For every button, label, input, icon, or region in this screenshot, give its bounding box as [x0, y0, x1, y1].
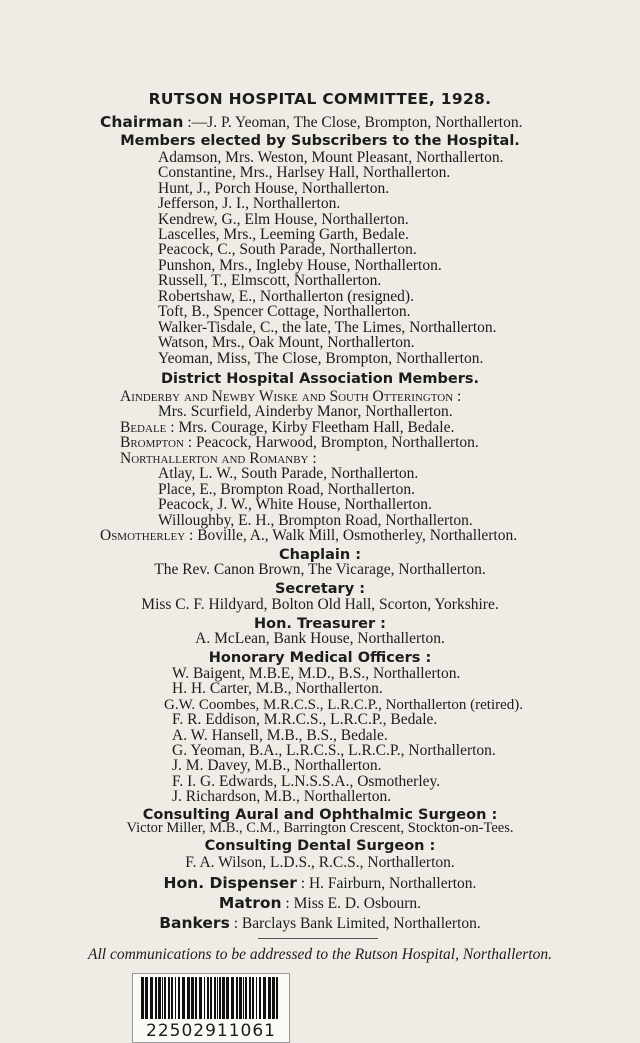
barcode-bar [245, 977, 247, 1019]
barcode-bar [231, 977, 234, 1019]
dispenser-text: : H. Fairburn, Northallerton. [300, 875, 477, 893]
district-bedale-label: Bedale : [120, 418, 175, 436]
district-northallerton-label: Northallerton and Romanby : [120, 449, 317, 467]
barcode-bar [182, 977, 185, 1019]
dental-heading: Consulting Dental Surgeon : [204, 838, 436, 855]
barcode-bar [272, 977, 275, 1019]
barcode-bar [243, 977, 244, 1019]
member-item: Watson, Mrs., Oak Mount, Northallerton. [158, 334, 415, 352]
barcode-bar [263, 977, 266, 1019]
member-item: Adamson, Mrs. Weston, Mount Pleasant, Northallerton. [158, 148, 504, 166]
barcode-bar [155, 977, 157, 1019]
barcode-bar [187, 977, 190, 1019]
chaplain-heading: Chaplain : [278, 546, 362, 563]
matron-text: : Miss E. D. Osbourn. [285, 895, 422, 913]
member-item: Kendrew, G., Elm House, Northallerton. [158, 210, 409, 228]
district-member: Peacock, J. W., White House, Northallerton. [158, 496, 432, 514]
barcode-bar [217, 977, 218, 1019]
member-item: Jefferson, J. I., Northallerton. [158, 195, 341, 213]
barcode-bar [252, 977, 254, 1019]
member-item: Robertshaw, E., Northallerton (resigned). [158, 287, 414, 305]
divider-rule [258, 938, 378, 939]
dispenser-label: Hon. Dispenser [163, 874, 297, 893]
chairman-text: :—J. P. Yeoman, The Close, Brompton, Northallerton. [187, 114, 523, 131]
bankers-label: Bankers [159, 914, 230, 933]
district-bedale-member: Mrs. Courage, Kirby Fleetham Hall, Bedale. [178, 418, 455, 436]
barcode-bar [207, 977, 209, 1019]
barcode-bar [191, 977, 194, 1019]
medical-officer: A. W. Hansell, M.B., B.S., Bedale. [172, 726, 388, 744]
dispenser-line [0, 874, 640, 893]
treasurer-heading: Hon. Treasurer : [254, 615, 386, 632]
barcode-bar [195, 977, 197, 1019]
dental-name: F. A. Wilson, L.D.S., R.C.S., Northallerton. [185, 854, 455, 872]
secretary-heading: Secretary : [274, 581, 366, 598]
barcode-bar [204, 977, 205, 1019]
bankers-text: : Barclays Bank Limited, Northallerton. [233, 915, 481, 933]
member-item: Hunt, J., Porch House, Northallerton. [158, 179, 390, 197]
barcode-bar [222, 977, 225, 1019]
barcode-bar [249, 977, 251, 1019]
medical-heading: Honorary Medical Officers : [208, 650, 432, 667]
barcode-bar [239, 977, 242, 1019]
barcode-icon [139, 977, 283, 1019]
barcode-bar [178, 977, 180, 1019]
medical-officer: G.W. Coombes, M.R.C.S., L.R.C.P., Northallerton (retired). [164, 696, 524, 713]
barcode-bar [259, 977, 261, 1019]
barcode-bar [236, 977, 238, 1019]
district-brompton-label: Brompton : [120, 434, 193, 452]
barcode-number: 22502911061 [146, 1021, 276, 1041]
member-item: Yeoman, Miss, The Close, Brompton, Northallerton. [158, 349, 484, 367]
chaplain-name: The Rev. Canon Brown, The Vicarage, Northallerton. [154, 561, 486, 579]
district-member: Willoughby, E. H., Brompton Road, Northallerton. [158, 511, 473, 529]
medical-officer: J. Richardson, M.B., Northallerton. [172, 788, 392, 806]
district-ainderby-member: Mrs. Scurfield, Ainderby Manor, Northallerton. [158, 403, 453, 421]
barcode-bar [276, 977, 278, 1019]
barcode-bar [256, 977, 257, 1019]
barcode-bar [268, 977, 271, 1019]
medical-officer: W. Baigent, M.B.E, M.D., B.S., Northallerton. [172, 664, 461, 682]
bankers-line [0, 914, 640, 933]
barcode-bar [162, 977, 163, 1019]
members-heading: Members elected by Subscribers to the Hospital. [120, 133, 520, 149]
footer-note: All communications to be addressed to the Rutson Hospital, Northallerton. [88, 946, 552, 964]
barcode-bar [141, 977, 144, 1019]
medical-officer: G. Yeoman, B.A., L.R.C.S., L.R.C.P., Northallerton. [172, 742, 496, 759]
aural-name: Victor Miller, M.B., C.M., Barrington Crescent, Stockton-on-Tees. [126, 820, 514, 837]
barcode-bar [226, 977, 229, 1019]
member-item: Peacock, C., South Parade, Northallerton. [158, 241, 417, 259]
barcode-bar [168, 977, 170, 1019]
matron-line [0, 894, 640, 913]
page-title: RUTSON HOSPITAL COMMITTEE, 1928. [148, 90, 492, 108]
district-osmotherley-line [100, 527, 517, 545]
barcode-bar [150, 977, 153, 1019]
secretary-name: Miss C. F. Hildyard, Bolton Old Hall, Scorton, Yorkshire. [141, 595, 499, 613]
barcode-bar [171, 977, 173, 1019]
medical-officer: F. I. G. Edwards, L.N.S.S.A., Osmotherley. [172, 772, 441, 790]
district-ainderby-label: Ainderby and Newby Wiske and South Otterington : [120, 387, 462, 405]
chairman-label: Chairman [100, 113, 184, 131]
member-item: Toft, B., Spencer Cottage, Northallerton. [158, 303, 411, 321]
district-osmotherley-member: Boville, A., Walk Mill, Osmotherley, Northallerton. [197, 527, 518, 544]
district-brompton-member: Peacock, Harwood, Brompton, Northallerton. [195, 434, 479, 452]
barcode-bar [164, 977, 166, 1019]
member-item: Lascelles, Mrs., Leeming Garth, Bedale. [158, 226, 409, 243]
barcode-bar [214, 977, 216, 1019]
district-member: Place, E., Brompton Road, Northallerton. [158, 480, 415, 498]
barcode-bar [210, 977, 212, 1019]
chairman-line [100, 113, 522, 132]
medical-officer: H. H. Carter, M.B., Northallerton. [172, 680, 383, 698]
barcode-bar [219, 977, 221, 1019]
medical-officer: J. M. Davey, M.B., Northallerton. [172, 757, 382, 775]
district-heading: District Hospital Association Members. [161, 371, 479, 388]
member-item: Punshon, Mrs., Ingleby House, Northallerton. [158, 256, 442, 274]
matron-label: Matron [218, 894, 282, 913]
district-osmotherley-label: Osmotherley : [100, 527, 194, 544]
barcode-bar [175, 977, 176, 1019]
treasurer-name: A. McLean, Bank House, Northallerton. [195, 630, 445, 648]
member-item: Constantine, Mrs., Harlsey Hall, Northallerton. [158, 164, 451, 182]
district-member: Atlay, L. W., South Parade, Northallerton. [158, 465, 419, 483]
member-item: Russell, T., Elmscott, Northallerton. [158, 272, 382, 290]
medical-officer: F. R. Eddison, M.R.C.S., L.R.C.P., Bedale. [172, 711, 438, 729]
barcode-bar [145, 977, 148, 1019]
member-item: Walker-Tisdale, C., the late, The Limes, Northallerton. [158, 318, 497, 336]
barcode-label [132, 973, 290, 1043]
barcode-bar [199, 977, 202, 1019]
barcode-bar [158, 977, 161, 1019]
aural-heading: Consulting Aural and Ophthalmic Surgeon : [142, 806, 498, 823]
